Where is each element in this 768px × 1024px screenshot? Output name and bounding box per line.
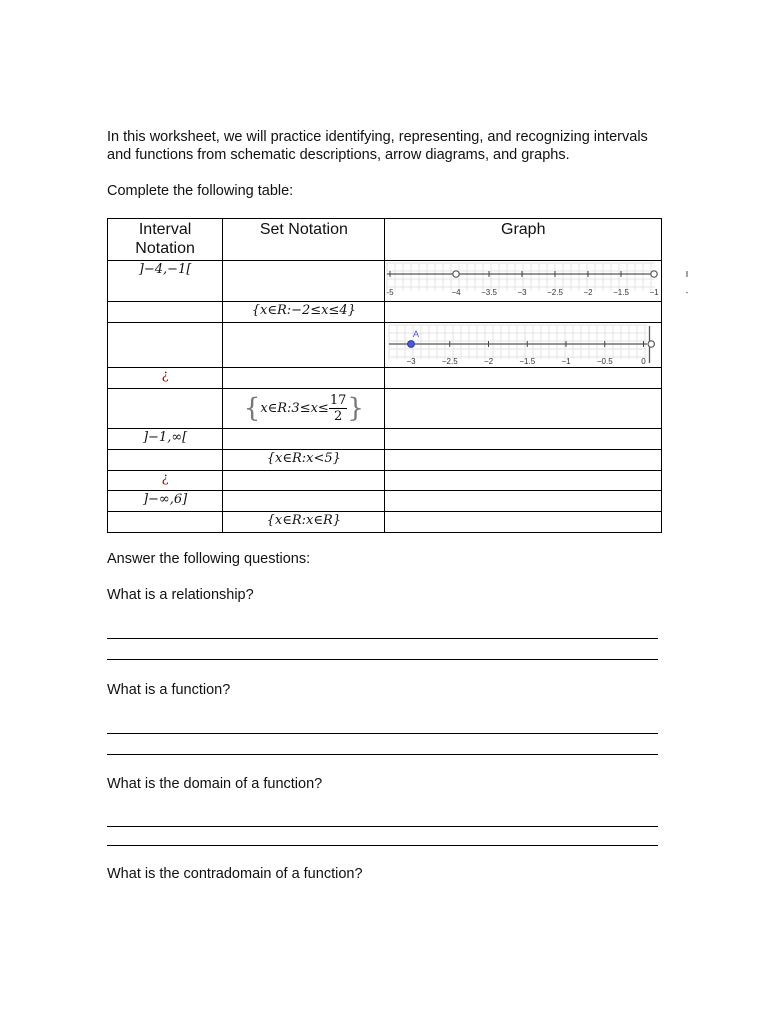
tick-label: −4 [451,288,462,297]
interval-cell [108,429,223,450]
answer-line[interactable] [107,754,658,755]
set-cell [223,389,385,429]
open-endpoint [453,271,459,277]
tick-label: −2 [583,288,594,297]
fraction: $\frac{17}{2}$ [329,393,347,424]
intro-paragraph: In this worksheet, we will practice identifying, representing, and recognizing intervals and functions from schematic descriptions, arrow diagrams, and graphs. [107,129,648,163]
set-cell [223,429,385,450]
set-value: {x∈R:x<5} [266,451,341,466]
graph-cell [385,389,662,429]
set-value: {x∈R:3≤x≤ $\frac{17}{2}$ } [243,393,364,424]
answer-line[interactable] [107,826,658,827]
interval-cell [108,450,223,471]
graph-cell [385,368,662,389]
question-2: What is a function? [107,682,231,698]
table-row [108,429,662,450]
graph-cell [385,491,662,512]
question-3: What is the domain of a function? [107,776,323,792]
table-row [108,512,662,533]
answer-line[interactable] [107,845,658,846]
table-row [108,368,662,389]
set-cell [223,450,385,471]
table-row [108,491,662,512]
table-row [108,471,662,491]
interval-cell [108,512,223,533]
table-row [108,389,662,429]
tick-label: −2.5 [547,288,564,297]
number-line-graph-1 [385,261,689,301]
table-instruction: Complete the following table: [107,183,294,199]
interval-cell [108,389,223,429]
graph-cell [385,450,662,471]
question-4: What is the contradomain of a function? [107,866,363,882]
point-label: A [413,329,420,339]
graph-cell [385,323,662,368]
set-cell [223,512,385,533]
graph-cell [385,302,662,323]
interval-table [107,218,689,533]
question-1: What is a relationship? [107,587,254,603]
set-cell [223,368,385,389]
closed-endpoint [408,341,415,348]
interval-value: ¿ [161,368,169,383]
interval-cell [108,471,223,491]
graph-cell [385,512,662,533]
number-line-graph-2 [385,323,659,367]
tick-label: -5 [386,288,395,297]
answer-line[interactable] [107,638,658,639]
interval-value: ]−1,∞[ [142,430,188,445]
tick-label: −1.5 [613,288,630,297]
graph-cell [385,261,689,302]
graph-cell [385,471,662,491]
table-row [108,302,662,323]
table-row [108,323,662,368]
interval-value: ¿ [161,471,169,486]
open-endpoint [649,341,655,347]
tick-label: −1 [649,288,660,297]
table-row [108,450,662,471]
interval-cell [108,302,223,323]
interval-value: ]−4,−1[ [138,262,192,277]
set-value: {x∈R:−2≤x≤4} [251,303,356,318]
set-value: {x∈R:x∈R} [266,513,342,528]
tick-label: - [686,288,689,297]
interval-cell [108,261,223,302]
interval-value: ]−∞,6] [142,492,188,507]
set-cell [223,302,385,323]
tick-label: 0 [641,357,647,366]
answer-line[interactable] [107,659,658,660]
open-endpoint [651,271,657,277]
answer-line[interactable] [107,733,658,734]
table-header-row [108,219,662,261]
header-interval-notation: Interval Notation [108,219,223,261]
tick-label: −3 [517,288,528,297]
set-cell [223,323,385,368]
interval-cell [108,491,223,512]
answer-heading: Answer the following questions: [107,551,311,567]
interval-cell [108,368,223,389]
set-cell [223,471,385,491]
interval-cell [108,323,223,368]
tick-label: −2 [484,357,494,366]
tick-label: −0.5 [597,357,614,366]
header-graph: Graph [385,219,662,261]
header-set-notation: Set Notation [223,219,385,261]
tick-label: −3 [406,357,417,366]
set-cell [223,491,385,512]
set-cell [223,261,385,302]
table-row [108,261,662,302]
tick-label: −1 [561,357,572,366]
tick-label: −1.5 [519,357,536,366]
tick-label: −2.5 [442,357,459,366]
graph-cell [385,429,662,450]
tick-label: −3.5 [481,288,498,297]
